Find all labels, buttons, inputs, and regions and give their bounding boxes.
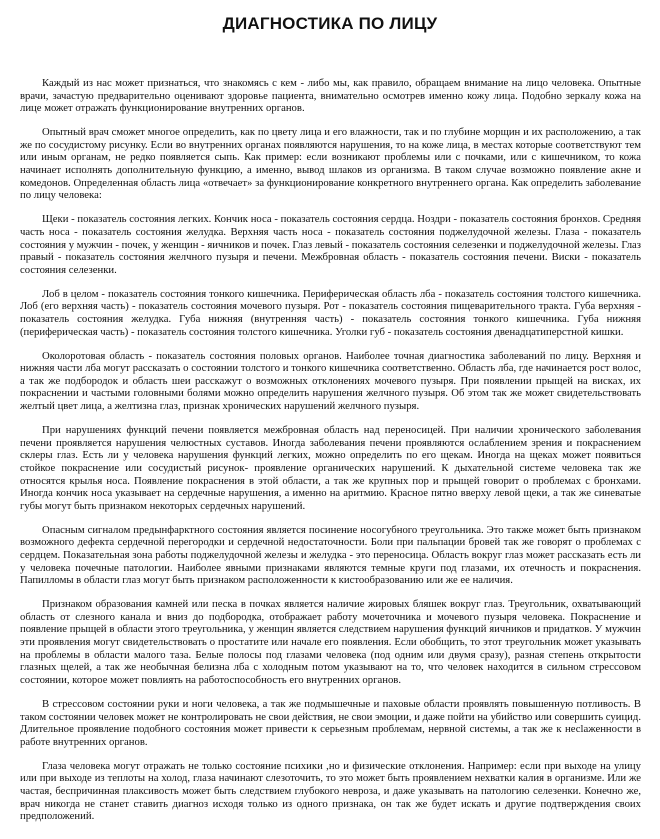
paragraph-stress: В стрессовом состоянии руки и ноги человека, а так же подмышечные и паховые области проявлять повышенную потливость. В таком состоянии человек может не контролировать не свои действия, не свои эмоции, и даже пойти на убийство или совершить суицид. Длительное проявление подобного состояния может привести к серьезным проблемам, нервной системы, а так же к несlаженности в работе внутренних органов. — [20, 697, 641, 748]
paragraph-liver-lungs: При нарушениях функций печени появляется межбровная область над переносицей. При наличии хронического заболевания печени проявляется нарушения челюстных суставов. Иногда заболевания печени проявляются ослаблением зрения и покраснением склеры глаз. Есть ли у человека нарушения функций легких, можно определить по его щекам. Иногда на щеках может появиться стойкое покраснение или сосудистый рисунок- проявление органических нарушений. К дыхательной системе человека так же относятся крылья носа. Появление покраснения в этой области, а так же крупных пор и прыщей говорит о проблемах с бронхами. Иногда кончик носа указывает на сердечные нарушения, а именно на аритмию. Красное пятно вверху левой щеки, а так же синеватые губы могут быть признаком некоторых сердечных нарушений. — [20, 424, 641, 512]
paragraph-eyes: Глаза человека могут отражать не только состояние психики ,но и физические отклонения. Например: если при выходе на улицу или при выходе из теплоты на холод, глаза начинают слезоточить, то это может быть проявлением нехватки калия в организме. Или же частая, беспричинная плаксивость может быть следствием глубокого невроза, и даже указывать на патологию селезенки. Конечно же, врач никогда не станет ставить диагноз исходя только из одного признака, он так же будет искать и другие подтверждения своих предположений. — [20, 759, 641, 823]
article-body — [20, 77, 641, 834]
paragraph-heart-signals: Опасным сигналом предынфарктного состояния является посинение носогубного треугольника. Это также может быть признаком возможного дефекта сердечной перегородки и сердечной недостаточности. Боли при пальпации бровей так же говорят о проблемах с сердцем. Показательная зона работы поджелудочной железы и желудка - это переносица. Область вокруг глаз может рассказать есть ли у человека почечные патологии. Наиболее явными признаками являются темные круги под глазами, их отечность и покраснения. Папилломы в области глаз могут быть признаком расположенности к кистообразованию или же ее наличия. — [20, 523, 641, 587]
page-title: ДИАГНОСТИКА ПО ЛИЦУ — [222, 14, 438, 33]
paragraph-doctor-assessment: Опытный врач сможет многое определить, как по цвету лица и его влажности, так и по глубине морщин и их расположению, а так же по сосудистому рисунку. Если во внутренних органах появляются нарушения, то на коже лица, в местах которые соответствуют тем или иным органам, не редко появляется сыпь. Как пример: если возникают проблемы или с почками, или с кишечником, то кожа начинает исполнять дополнительную функцию, а именно, вывод шлаков из организма. В таком случае возможно появление акне и комедонов. Определенная область лица «отвечает» за функционирование конкретного внутреннего органа. Как определить заболевание по лицу человека: — [20, 126, 641, 202]
paragraph-face-zones-2: Лоб в целом - показатель состояния тонкого кишечника. Периферическая область лба - показатель состояния толстого кишечника. Лоб (его верхняя часть) - показатель состояния мочевого пузыря. Рот - показатель состояния пищеварительного тракта. Губа верхняя - показатель состояния желудка. Губа нижняя (внутренняя часть) - показатель состояния тонкого кишечника. Губа нижняя (периферическая часть) - показатель состояния толстого кишечника. Уголки губ - показатель состояния двенадцатиперстной кишки. — [20, 287, 641, 338]
paragraph-perioral-area: Околоротовая область - показатель состояния половых органов. Наиболее точная диагностика заболеваний по лицу. Верхняя и нижняя части лба могут рассказать о состоянии толстого и тонкого кишечника соответственно. Область лба, где начинается рост волос, а так же подбородок и область шеи расскажут о возможных отклонениях мочевого пузыря. При появлении прыщей на висках, их покраснении и частыми головными болями можно определить нарушения желчного пузыря. Об этом так же может свидетельствовать желтый цвет лица, а желтизна глаз, признак хронических нарушений желчного пузыря. — [20, 349, 641, 413]
paragraph-face-zones-1: Щеки - показатель состояния легких. Кончик носа - показатель состояния сердца. Ноздри - показатель состояния бронхов. Средняя часть носа - показатель состояния желудка. Верхняя часть носа - показатель состояния поджелудочной железы. Глаза - показатель состояния у мужчин - почек, у женщин - яичников и почек. Глаз левый - показатель состояния селезенки и поджелудочной железы. Глаз правый - показатель состояния желчного пузыря и печени. Межбровная область - показатель состояния печени. Виски - показатель состояния селезенки. — [20, 213, 641, 276]
paragraph-kidney-stones: Признаком образования камней или песка в почках является наличие жировых бляшек вокруг глаз. Треугольник, охватывающий область от слезного канала и вниз до подбородка, отображает работу мочеточника и мочевого пузыря человека. Покраснение и появление прыщей в области этого треугольника, у женщин является следствием нарушения функций яичников и придатков. У мужчин эти проявления могут свидетельствовать о простатите или начале его появления. Если обобщить, то этот треугольник может указывать на проблемы в области малого таза. Белые полосы под глазами человека (под одним или двумя сразу), разная степень открытости глазных щелей, а так же необычная белизна лба с холодным потом указывают на то, что человек находится в сильном стрессовом состоянии, которое может повлиять на работоспособность его внутренних органов. — [20, 598, 641, 686]
paragraph-intro: Каждый из нас может признаться, что знакомясь с кем - либо мы, как правило, обращаем внимание на лицо человека. Опытные врачи, зачастую предварительно оценивают здоровье пациента, внимательно осмотрев именно кожу лица. Подобно зеркалу кожа на лице может отражать функционирование внутренних органов. — [20, 77, 641, 115]
